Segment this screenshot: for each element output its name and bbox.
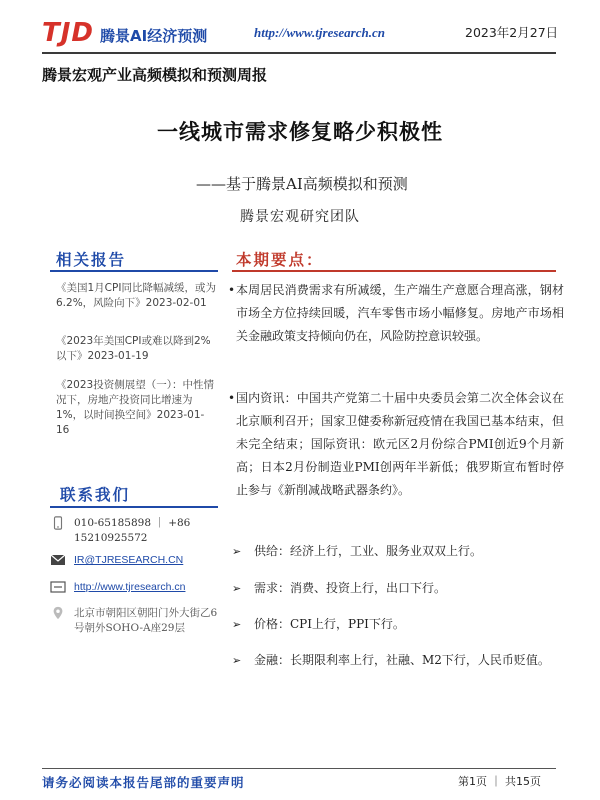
contact-website-row (50, 580, 185, 595)
key-points-divider (232, 270, 556, 272)
key-point-item-price (232, 613, 562, 636)
key-point-text-1: 本周居民消费需求有所减缓，生产端生产意愿合理高涨，钢材市场全方位持续回暖，汽车零售市场小幅修复。房地产市场相关金融政策支持倾向仍在，风险防控意识较强。 (236, 283, 564, 343)
contact-phone-row (50, 516, 214, 546)
related-report-link-3[interactable]: 《2023投资侧展望（一）：中性情况下，房地产投资同比增速为1%，以时间换空间》2023-01-16 (56, 379, 214, 436)
bullet-dot: • (228, 391, 236, 405)
key-point-item-finance (232, 649, 562, 672)
contact-address-row (50, 606, 220, 636)
related-report-link-2[interactable]: 《2023年美国CPI或难以降到2%以下》2023-01-19 (56, 335, 211, 362)
company-logo (42, 18, 207, 48)
key-point-paragraph-1 (228, 279, 564, 348)
contact-email-link[interactable]: IR@TJRESEARCH.CN (74, 554, 184, 566)
author-team: 腾景宏观研究团队 (240, 209, 360, 225)
related-reports-heading: 相关报告 (56, 250, 127, 269)
key-point-item-demand (232, 577, 562, 600)
contact-phone: 010-65185898 ｜ +86 15210925572 (74, 517, 191, 544)
contact-heading: 联系我们 (60, 485, 131, 504)
key-point-paragraph-2 (228, 387, 564, 502)
report-date: 2023年2月27日 (465, 25, 559, 40)
logo-mark: TJD (42, 18, 94, 48)
contact-divider (50, 506, 218, 508)
arrow-bullet-icon: ➢ (232, 618, 242, 631)
arrow-bullet-icon: ➢ (232, 545, 242, 558)
related-reports-divider (50, 270, 218, 272)
arrow-bullet-icon: ➢ (232, 654, 242, 667)
header-url-link[interactable]: http://www.tjresearch.cn (254, 25, 385, 40)
report-subtitle: ——基于腾景AI高频模拟和预测 (196, 175, 408, 193)
key-points-heading: 本期要点： (236, 250, 324, 269)
key-point-item-text: 金融：长期限利率上行，社融、M2下行，人民币贬值。 (254, 653, 550, 667)
key-point-item-text: 价格：CPI上行，PPI下行。 (254, 617, 405, 631)
key-point-item-text: 需求：消费、投资上行，出口下行。 (254, 581, 447, 595)
footer-divider (42, 768, 556, 769)
key-point-text-2: 国内资讯：中国共产党第二十届中央委员会第二次全体会议在北京顺利召开；国家卫健委称新冠疫情在我国已基本结束，但未完全结束；国际资讯：欧元区2月份综合PMI创近9个月新高；日本2月份制造业PMI创两年半新低；俄罗斯宣布暂时停止参与《新削减战略武器条约》。 (236, 391, 564, 497)
header-divider (42, 52, 556, 54)
phone-icon (50, 516, 66, 530)
logo-text: 腾景AI经济预测 (100, 26, 208, 45)
report-title: 一线城市需求修复略少积极性 (157, 119, 443, 144)
related-report-link-1[interactable]: 《美国1月CPI同比降幅减缓，或为6.2%，风险向下》2023-02-01 (56, 282, 216, 309)
page-number: 第1页 ｜ 共15页 (458, 775, 541, 788)
key-point-item-text: 供给：经济上行，工业、服务业双双上行。 (254, 544, 483, 558)
footer-disclaimer: 请务必阅读本报告尾部的重要声明 (42, 775, 245, 790)
contact-address: 北京市朝阳区朝阳门外大街乙6号朝外SOHO-A座29层 (74, 607, 218, 634)
link-icon (50, 580, 66, 594)
key-point-item-supply (232, 540, 562, 563)
location-pin-icon (50, 606, 66, 620)
email-icon (50, 553, 66, 567)
contact-email-row (50, 553, 183, 568)
arrow-bullet-icon: ➢ (232, 582, 242, 595)
bullet-dot: • (228, 283, 236, 297)
series-title: 腾景宏观产业高频模拟和预测周报 (42, 66, 268, 84)
contact-website-link[interactable]: http://www.tjresearch.cn (74, 581, 186, 593)
